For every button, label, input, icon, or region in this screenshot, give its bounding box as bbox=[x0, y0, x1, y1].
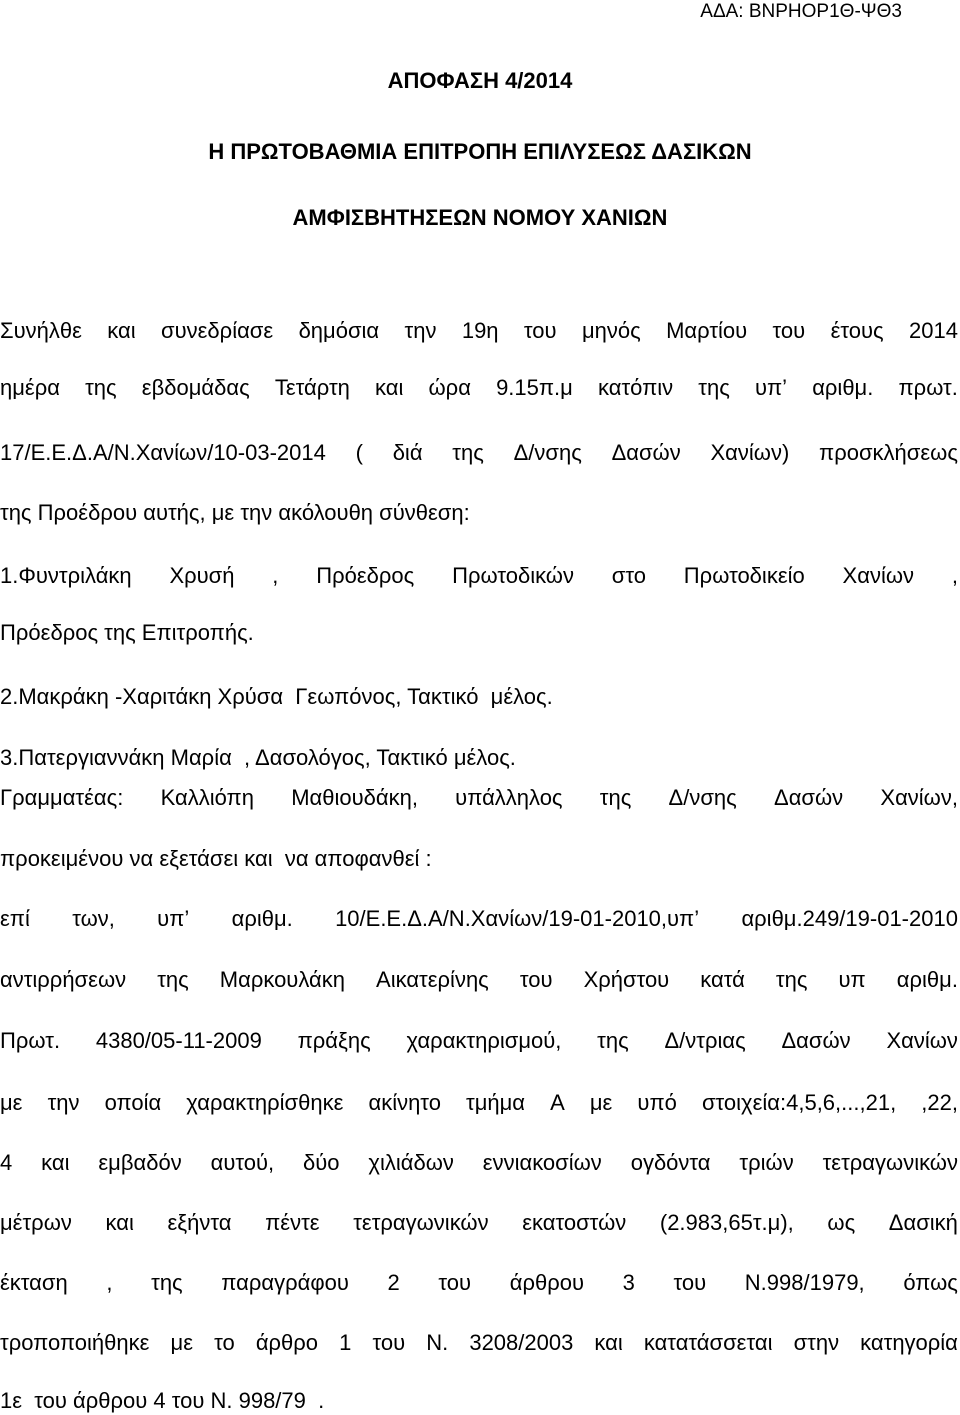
word: 2014 bbox=[909, 318, 958, 343]
word: Χρήστου bbox=[583, 967, 670, 992]
word: και bbox=[594, 1330, 623, 1355]
word: κατά bbox=[700, 967, 745, 992]
word: Αικατερίνης bbox=[376, 967, 489, 992]
word: πράξης bbox=[297, 1028, 371, 1053]
word: του bbox=[772, 318, 806, 343]
word: ( bbox=[355, 440, 363, 465]
member-1-line bbox=[0, 563, 958, 589]
word: Δ/ντριας bbox=[664, 1028, 746, 1053]
word: Χρυσή bbox=[169, 563, 235, 588]
word: Μαρτίου bbox=[666, 318, 748, 343]
body-line-11 bbox=[0, 906, 958, 932]
word: , bbox=[106, 1270, 113, 1295]
word: οποία bbox=[104, 1090, 162, 1115]
word: πέντε bbox=[265, 1210, 320, 1235]
member-2-line: 2.Μακράκη -Χαριτάκη Χρύσα Γεωπόνος, Τακτικό μέλος. bbox=[0, 684, 553, 709]
word: πρωτ. bbox=[898, 375, 958, 400]
purpose-line: προκειμένου να εξετάσει και να αποφανθεί : bbox=[0, 846, 432, 871]
word: Δασική bbox=[888, 1210, 958, 1235]
body-line-1 bbox=[0, 318, 958, 344]
ada-code: ΑΔΑ: ΒΝΡΗΟΡ1Θ-ΨΘ3 bbox=[700, 1, 902, 22]
word: χαρακτηρίσθηκε bbox=[186, 1090, 344, 1115]
member-3-line: 3.Πατεργιαννάκη Μαρία , Δασολόγος, Τακτικό μέλος. bbox=[0, 745, 516, 770]
word: Χανίων) bbox=[710, 440, 790, 465]
word: αντιρρήσεων bbox=[0, 967, 127, 992]
word: εξήντα bbox=[167, 1210, 232, 1235]
word: την bbox=[404, 318, 437, 343]
word: έτους bbox=[830, 318, 884, 343]
word: τετραγωνικών bbox=[822, 1150, 958, 1175]
committee-name-line-2: ΑΜΦΙΣΒΗΤΗΣΕΩΝ ΝΟΜΟΥ ΧΑΝΙΩΝ bbox=[292, 205, 668, 230]
word: ογδόντα bbox=[630, 1150, 711, 1175]
word: , bbox=[272, 563, 279, 588]
word: παραγράφου bbox=[221, 1270, 349, 1295]
body-line-17 bbox=[0, 1270, 958, 1296]
word: Συνήλθε bbox=[0, 318, 82, 343]
word: εμβαδόν bbox=[98, 1150, 182, 1175]
word: με bbox=[0, 1090, 23, 1115]
word: Χανίων, bbox=[880, 785, 958, 810]
word: χαρακτηρισμού, bbox=[406, 1028, 562, 1053]
word: στοιχεία:4,5,6,...,21, bbox=[701, 1090, 897, 1115]
word: και bbox=[107, 318, 136, 343]
word: Πρόεδρος bbox=[316, 563, 415, 588]
word: διά bbox=[392, 440, 423, 465]
word: της bbox=[698, 375, 730, 400]
word: 4380/05-11-2009 bbox=[95, 1028, 262, 1053]
word: Μαθιουδάκη, bbox=[291, 785, 418, 810]
word: της bbox=[157, 967, 189, 992]
body-line-3 bbox=[0, 440, 958, 466]
word: της bbox=[599, 785, 632, 810]
word: χιλιάδων bbox=[368, 1150, 454, 1175]
word: 17/Ε.Ε.Δ.Α/Ν.Χανίων/10-03-2014 bbox=[0, 440, 326, 465]
word: μέτρων bbox=[0, 1210, 72, 1235]
word: Πρωτ. bbox=[0, 1028, 61, 1053]
word: εννιακοσίων bbox=[482, 1150, 602, 1175]
body-line-18 bbox=[0, 1330, 958, 1356]
word: ακίνητο bbox=[368, 1090, 441, 1115]
body-line-12 bbox=[0, 967, 958, 993]
word: υπ bbox=[838, 967, 866, 992]
word: υπ’ bbox=[754, 375, 788, 400]
word: 3 bbox=[622, 1270, 635, 1295]
word: , bbox=[951, 563, 958, 588]
word: υπό bbox=[637, 1090, 677, 1115]
word: Πρωτοδικείο bbox=[683, 563, 805, 588]
secretary-line bbox=[0, 785, 958, 811]
word: αριθμ. bbox=[812, 375, 874, 400]
word: τροποποιήθηκε bbox=[0, 1330, 150, 1355]
word: αριθμ.249/19-01-2010 bbox=[741, 906, 958, 931]
body-line-2 bbox=[0, 375, 958, 401]
word: Δ/νσης bbox=[513, 440, 582, 465]
word: προσκλήσεως bbox=[819, 440, 958, 465]
word: τμήμα bbox=[466, 1090, 526, 1115]
body-line-19: 1ε του άρθρου 4 του Ν. 998/79 . bbox=[0, 1388, 325, 1413]
word: των, bbox=[72, 906, 115, 931]
word: έκταση bbox=[0, 1270, 68, 1295]
word: υπ’ bbox=[157, 906, 190, 931]
word: κατόπιν bbox=[598, 375, 674, 400]
word: της bbox=[85, 375, 117, 400]
word: 9.15π.μ bbox=[496, 375, 573, 400]
word: αριθμ. bbox=[231, 906, 293, 931]
word: Δασών bbox=[781, 1028, 851, 1053]
word: στην bbox=[793, 1330, 840, 1355]
word: Ν. bbox=[426, 1330, 449, 1355]
word: του bbox=[372, 1330, 406, 1355]
body-line-15 bbox=[0, 1150, 958, 1176]
word: το bbox=[214, 1330, 235, 1355]
word: δημόσια bbox=[298, 318, 380, 343]
decision-title: ΑΠΟΦΑΣΗ 4/2014 bbox=[387, 68, 573, 93]
word: Μαρκουλάκη bbox=[219, 967, 345, 992]
word: Πρωτοδικών bbox=[452, 563, 574, 588]
word: ως bbox=[827, 1210, 856, 1235]
word: Χανίων bbox=[886, 1028, 958, 1053]
word: του bbox=[673, 1270, 707, 1295]
word: 3208/2003 bbox=[469, 1330, 574, 1355]
word: ώρα bbox=[428, 375, 471, 400]
word: της bbox=[452, 440, 484, 465]
word: 19η bbox=[461, 318, 499, 343]
word: κατατάσσεται bbox=[643, 1330, 773, 1355]
word: 2 bbox=[387, 1270, 400, 1295]
word: αριθμ. bbox=[896, 967, 958, 992]
word: Δασών bbox=[611, 440, 681, 465]
word: με bbox=[589, 1090, 613, 1115]
word: με bbox=[170, 1330, 194, 1355]
word: Α bbox=[550, 1090, 565, 1115]
word: ημέρα bbox=[0, 375, 60, 400]
body-line-14 bbox=[0, 1090, 958, 1116]
word: στο bbox=[611, 563, 646, 588]
word: μηνός bbox=[581, 318, 641, 343]
committee-name-line-1: Η ΠΡΩΤΟΒΑΘΜΙΑ ΕΠΙΤΡΟΠΗ ΕΠΙΛΥΣΕΩΣ ΔΑΣΙΚΩΝ bbox=[208, 139, 752, 164]
word: επί bbox=[0, 906, 30, 931]
word: της bbox=[597, 1028, 629, 1053]
word: του bbox=[438, 1270, 472, 1295]
word: (2.983,65τ.μ), bbox=[659, 1210, 794, 1235]
word: άρθρο bbox=[255, 1330, 319, 1355]
word: δύο bbox=[303, 1150, 340, 1175]
body-line-16 bbox=[0, 1210, 958, 1236]
word: και bbox=[41, 1150, 70, 1175]
word: τριών bbox=[739, 1150, 794, 1175]
word: Καλλιόπη bbox=[160, 785, 254, 810]
word: κατηγορία bbox=[860, 1330, 958, 1355]
member-1-role: Πρόεδρος της Επιτροπής. bbox=[0, 620, 254, 645]
word: υπάλληλος bbox=[455, 785, 563, 810]
word: εκατοστών bbox=[522, 1210, 627, 1235]
word: τετραγωνικών bbox=[353, 1210, 489, 1235]
word: αυτού, bbox=[210, 1150, 275, 1175]
word: την bbox=[47, 1090, 80, 1115]
word: εβδομάδας bbox=[141, 375, 250, 400]
body-line-4: της Προέδρου αυτής, με την ακόλουθη σύνθεση: bbox=[0, 500, 470, 525]
word: της bbox=[775, 967, 808, 992]
word: 4 bbox=[0, 1150, 13, 1175]
word: Χανίων bbox=[842, 563, 915, 588]
word: του bbox=[523, 318, 557, 343]
word: και bbox=[105, 1210, 134, 1235]
word: Τετάρτη bbox=[274, 375, 350, 400]
word: 1 bbox=[339, 1330, 352, 1355]
word: 10/Ε.Ε.Δ.Α/Ν.Χανίων/19-01-2010,υπ’ bbox=[335, 906, 700, 931]
word: Ν.998/1979, bbox=[744, 1270, 865, 1295]
word: και bbox=[375, 375, 404, 400]
word: 1.Φυντριλάκη bbox=[0, 563, 132, 588]
word: συνεδρίασε bbox=[161, 318, 274, 343]
word: άρθρου bbox=[509, 1270, 584, 1295]
word: όπως bbox=[903, 1270, 958, 1295]
word: της bbox=[151, 1270, 183, 1295]
body-line-13 bbox=[0, 1028, 958, 1054]
word: Δασών bbox=[774, 785, 844, 810]
word: Δ/νσης bbox=[668, 785, 737, 810]
word: ,22, bbox=[921, 1090, 958, 1115]
word: του bbox=[519, 967, 553, 992]
word: Γραμματέας: bbox=[0, 785, 124, 810]
